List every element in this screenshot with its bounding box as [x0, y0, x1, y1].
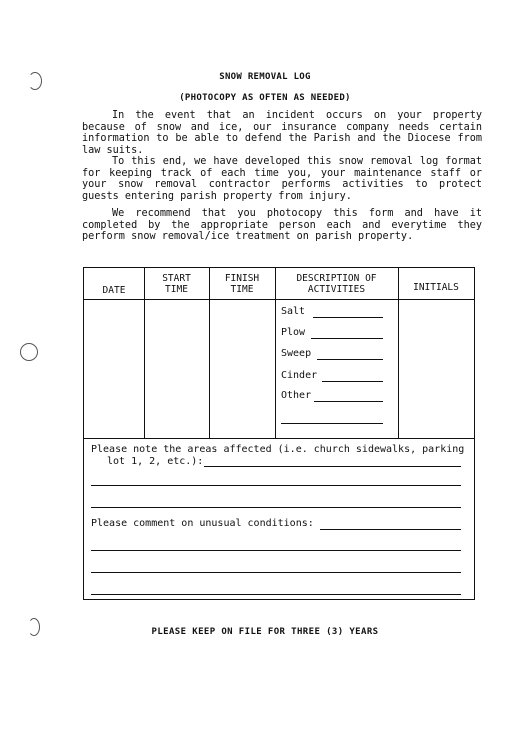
- comment-field[interactable]: [320, 529, 461, 530]
- finish-time-header-line1: FINISH: [224, 273, 260, 284]
- intro-paragraph-3-text: We recommend that you photocopy this form and have it completed by the appropriate person each and everytime they perform snow removal/ice treatment on parish property.: [82, 208, 482, 242]
- start-time-header-line2: TIME: [165, 284, 188, 295]
- date-header: DATE: [102, 285, 126, 296]
- activity-sweep-line[interactable]: [317, 359, 383, 360]
- areas-affected-label-line2: lot 1, 2, etc.):: [107, 456, 204, 467]
- table-bottom-rule: [84, 438, 474, 439]
- comment-line[interactable]: [91, 572, 461, 573]
- intro-paragraph-1-text: In the event that an incident occurs on your property because of snow and ice, our insurance company needs certain information to be able to defend the Parish and the Diocese from law suits.: [82, 110, 482, 156]
- comment-line[interactable]: [91, 594, 461, 595]
- activity-sweep: Sweep: [281, 348, 312, 359]
- snow-log-form: [83, 267, 475, 600]
- activity-salt-line[interactable]: [313, 317, 383, 318]
- areas-affected-field[interactable]: [204, 466, 461, 467]
- initials-header: INITIALS: [413, 282, 459, 293]
- document-title: SNOW REMOVAL LOG: [219, 72, 311, 82]
- document-subtitle: (PHOTOCOPY AS OFTEN AS NEEDED): [179, 93, 351, 103]
- activity-cinder-line[interactable]: [322, 381, 383, 382]
- punch-hole-middle: [20, 343, 38, 361]
- description-header-line1: DESCRIPTION OF: [296, 273, 377, 284]
- areas-affected-line[interactable]: [91, 507, 461, 508]
- activity-plow-line[interactable]: [311, 338, 383, 339]
- comment-line[interactable]: [91, 550, 461, 551]
- column-divider: [398, 268, 399, 438]
- header-rule: [84, 299, 474, 300]
- activity-other-line[interactable]: [314, 401, 383, 402]
- description-header-line2: ACTIVITIES: [307, 284, 366, 295]
- activity-other: Other: [281, 390, 312, 401]
- activity-cinder: Cinder: [281, 370, 318, 381]
- intro-paragraph-2-text: To this end, we have developed this snow removal log format for keeping track of each time you, your maintenance staff or your snow removal contractor performs activities to protect guests entering parish property from injury.: [82, 156, 482, 202]
- start-time-header-line1: START: [162, 273, 191, 284]
- retention-footer: PLEASE KEEP ON FILE FOR THREE (3) YEARS: [151, 627, 379, 637]
- intro-paragraph-3: [82, 208, 482, 243]
- intro-paragraph-1: [82, 110, 482, 156]
- activity-plow: Plow: [281, 327, 306, 338]
- finish-time-header-line2: TIME: [230, 284, 254, 295]
- comment-label: Please comment on unusual conditions:: [91, 518, 314, 529]
- activity-salt: Salt: [281, 306, 306, 317]
- activity-extra-line[interactable]: [281, 423, 383, 424]
- intro-paragraph-2: [82, 156, 482, 202]
- areas-affected-label-line1: Please note the areas affected (i.e. church sidewalks, parking: [91, 444, 465, 455]
- areas-affected-line[interactable]: [91, 485, 461, 486]
